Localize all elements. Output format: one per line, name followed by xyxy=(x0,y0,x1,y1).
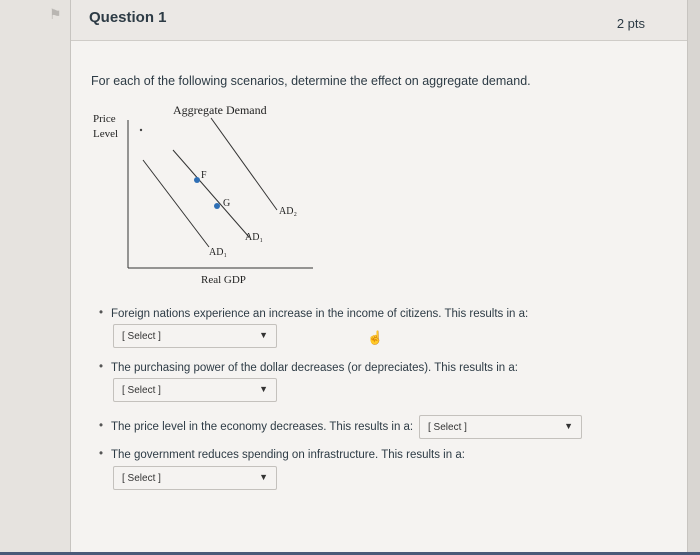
scenario-1-text: • Foreign nations experience an increase in the income of citizens. This results in a: xyxy=(111,308,528,320)
flag-icon[interactable]: ⚑ xyxy=(49,6,62,22)
point-f xyxy=(194,177,200,183)
point-f-label: F xyxy=(201,170,207,181)
scenario-3-select[interactable] xyxy=(419,415,582,439)
chevron-down-icon: ▼ xyxy=(564,421,573,431)
question-prompt: For each of the following scenarios, determine the effect on aggregate demand. xyxy=(91,74,531,88)
question-points: 2 pts xyxy=(616,16,645,31)
aggregate-demand-graph xyxy=(91,100,331,290)
left-margin xyxy=(0,0,70,555)
hand-cursor-icon: ☝ xyxy=(367,330,384,345)
curve-ad1-low-label: AD₁ xyxy=(209,247,227,258)
scenario-1-select-value: [ Select ] xyxy=(122,331,161,342)
scenario-2-text: • The purchasing power of the dollar decreases (or depreciates). This results in a: xyxy=(111,362,518,374)
scenario-2-select-value: [ Select ] xyxy=(122,385,161,396)
scenario-4-select[interactable] xyxy=(113,466,277,490)
y-axis-label-level: Level xyxy=(93,128,119,140)
point-g-label: G xyxy=(223,198,231,209)
axis-marker xyxy=(140,129,142,131)
scenario-4-text: • The government reduces spending on infrastructure. This results in a: xyxy=(111,449,465,461)
scenario-1-select[interactable] xyxy=(113,324,277,348)
graph-title: Aggregate Demand xyxy=(173,103,267,117)
curve-ad2-label: AD₂ xyxy=(279,206,297,217)
y-axis-label-price: Price xyxy=(93,113,116,125)
x-axis-label: Real GDP xyxy=(201,274,246,286)
curve-ad1-low xyxy=(143,160,209,247)
scenario-2-select[interactable] xyxy=(113,378,277,402)
chevron-down-icon: ▼ xyxy=(259,384,268,394)
question-card xyxy=(70,0,688,552)
chevron-down-icon: ▼ xyxy=(259,330,268,340)
point-g xyxy=(214,203,220,209)
question-header xyxy=(71,0,687,41)
chevron-down-icon: ▼ xyxy=(259,472,268,482)
scenario-4-select-value: [ Select ] xyxy=(122,473,161,484)
curve-ad2 xyxy=(211,118,277,210)
scenario-3-select-value: [ Select ] xyxy=(428,422,467,433)
curve-ad1-mid-label: AD₁ xyxy=(245,232,263,243)
curve-ad1-mid xyxy=(173,150,249,237)
scenario-3-text: • The price level in the economy decreases. This results in a: xyxy=(111,421,413,433)
question-title: Question 1 xyxy=(89,9,167,26)
